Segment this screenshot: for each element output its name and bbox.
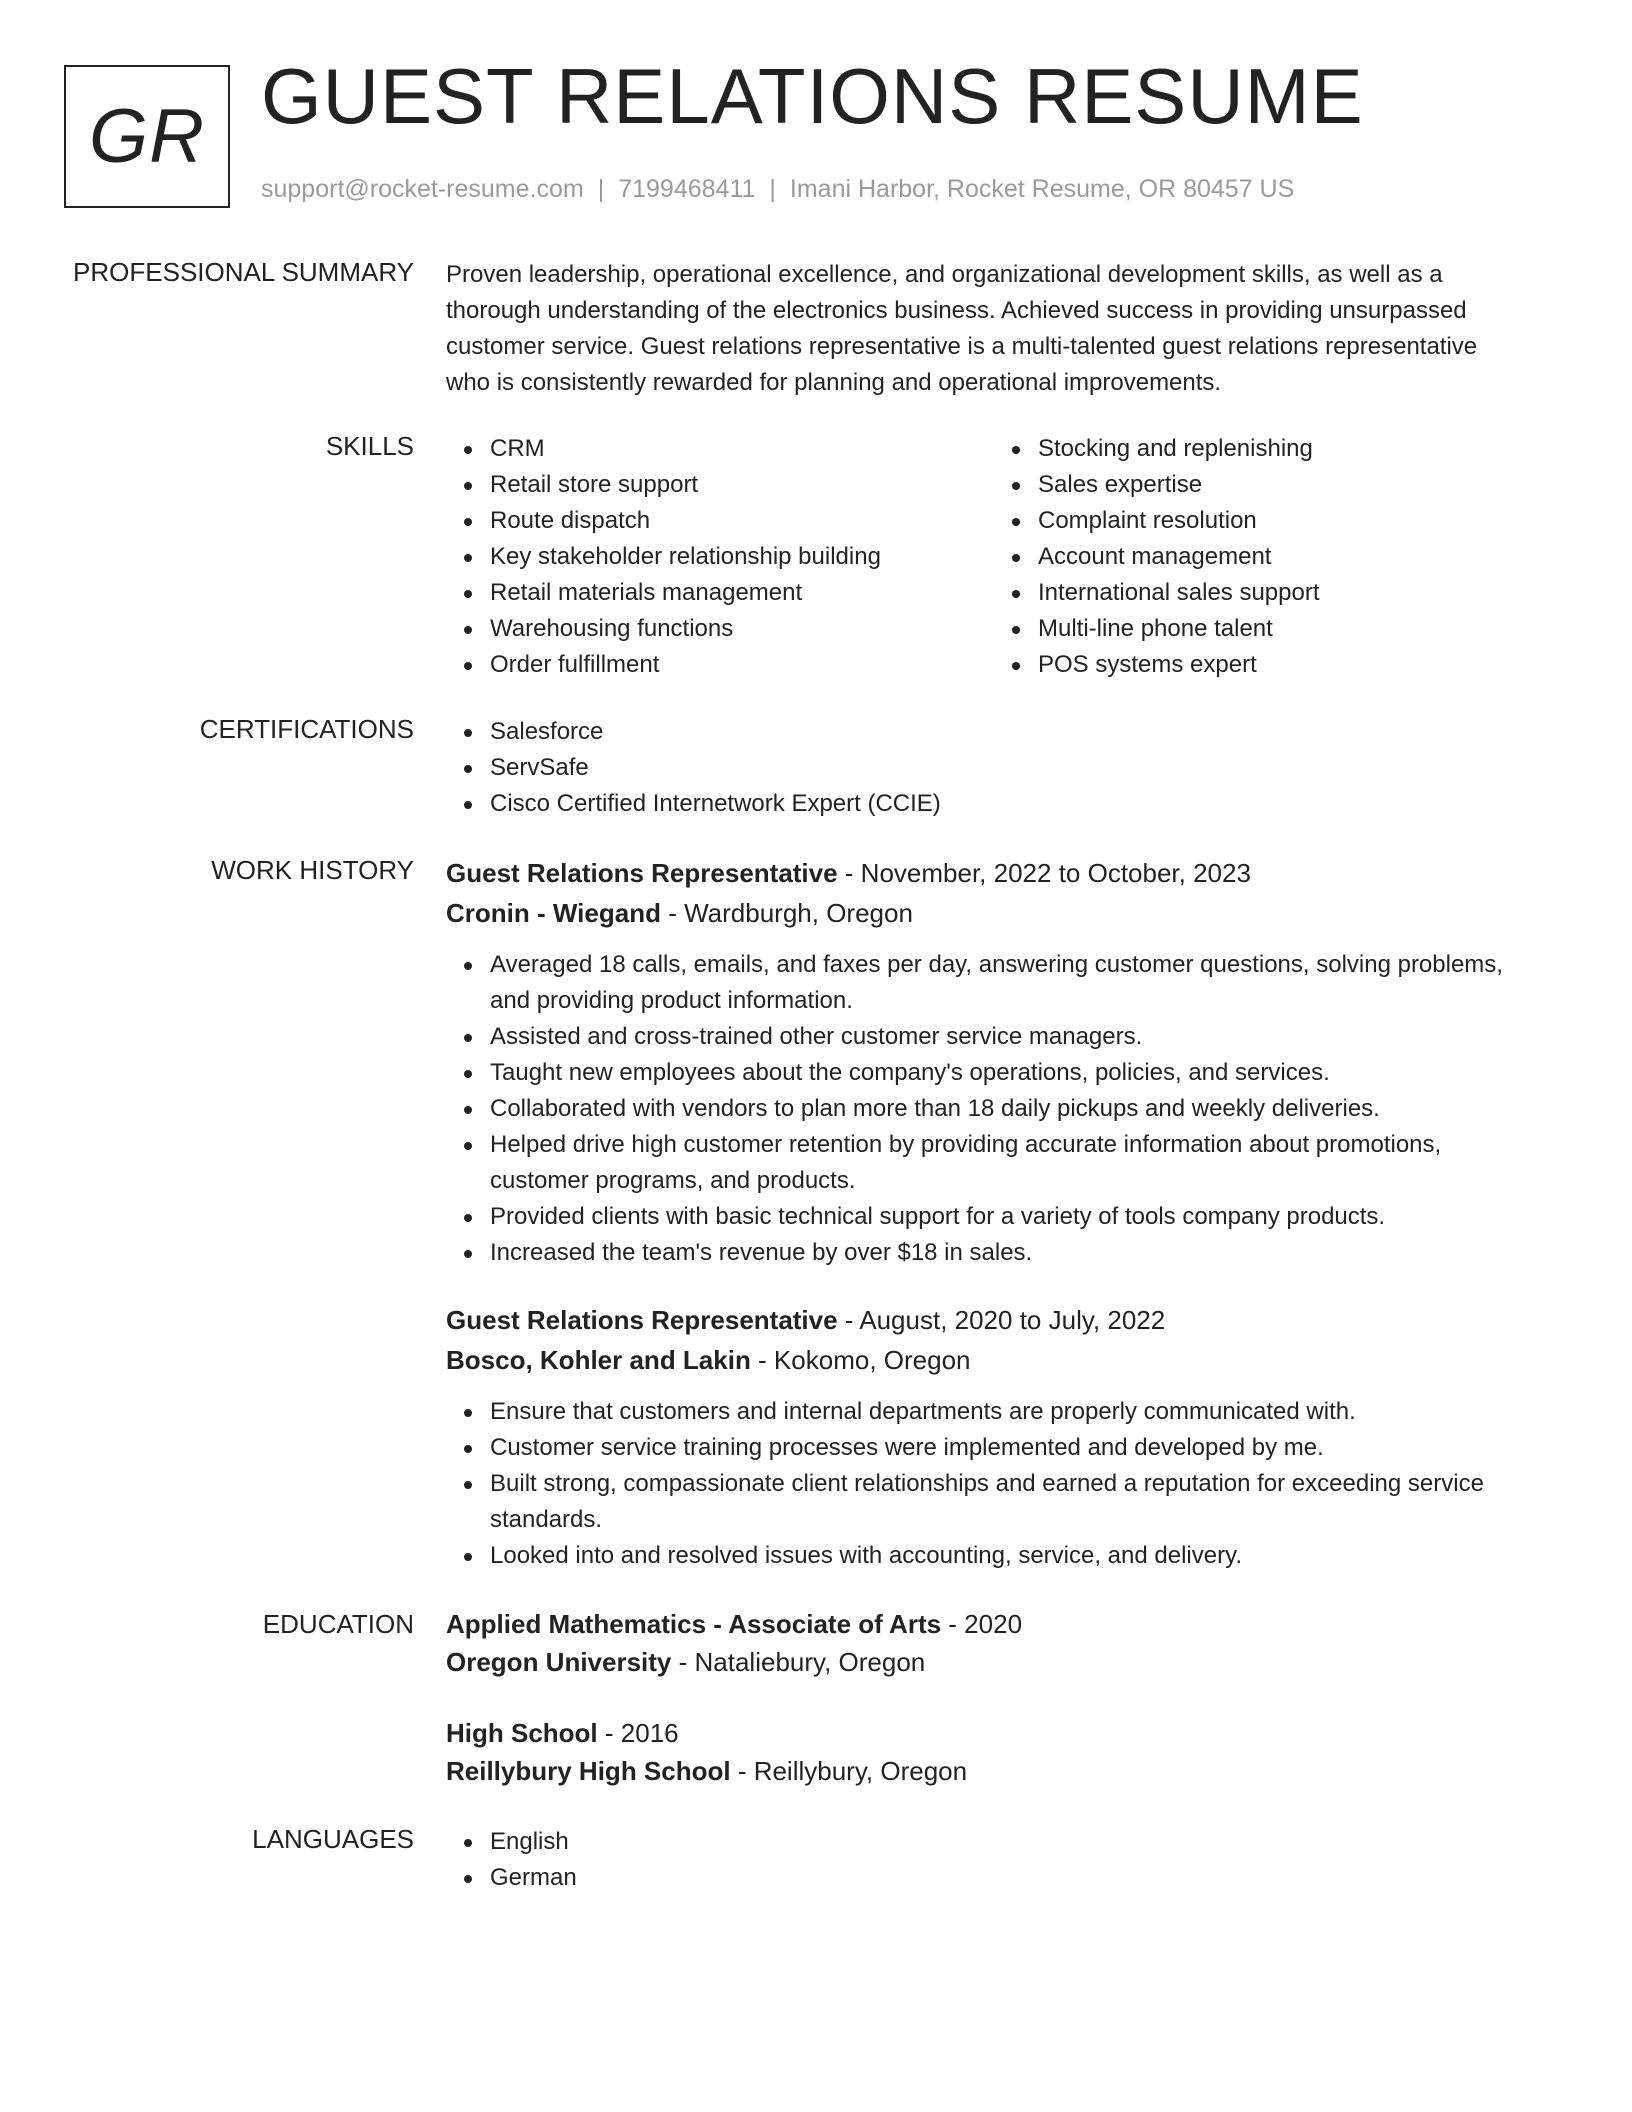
duty-item: Looked into and resolved issues with accounting, service, and delivery.	[446, 1538, 1546, 1574]
job-company-line	[446, 1340, 1546, 1380]
contact-separator: |	[769, 175, 776, 203]
education-school: Oregon University	[446, 1647, 672, 1677]
job-duties	[446, 947, 1546, 1271]
languages-heading: LANGUAGES	[252, 1824, 414, 1854]
skill-item: POS systems expert	[994, 647, 1542, 683]
education-school-line	[446, 1752, 1546, 1790]
contact-phone[interactable]: 7199468411	[618, 175, 756, 203]
skill-item: Multi-line phone talent	[994, 611, 1542, 647]
contact-separator: |	[597, 175, 605, 203]
job-title: Guest Relations Representative	[446, 858, 838, 888]
duty-item: Customer service training processes were implemented and developed by me.	[446, 1430, 1546, 1466]
duty-item: Increased the team's revenue by over $18 in sales.	[446, 1235, 1546, 1271]
work-history-heading: WORK HISTORY	[211, 855, 414, 885]
education-school-line	[446, 1643, 1546, 1681]
skills-column-left	[446, 431, 994, 683]
contact-line	[261, 175, 1294, 204]
job-entry	[446, 853, 1546, 1271]
duty-item: Collaborated with vendors to plan more than 18 daily pickups and weekly deliveries.	[446, 1091, 1546, 1127]
certifications-list	[446, 714, 1546, 822]
education-entry	[446, 1605, 1546, 1681]
education-location: - Reillybury, Oregon	[730, 1756, 968, 1786]
duty-item: Ensure that customers and internal departments are properly communicated with.	[446, 1394, 1546, 1430]
skill-item: Stocking and replenishing	[994, 431, 1542, 467]
education-degree-line	[446, 1714, 1546, 1752]
work-history-2	[446, 1300, 1546, 1574]
skills-column-right	[994, 431, 1542, 683]
skill-item: Account management	[994, 539, 1542, 575]
education-entry	[446, 1714, 1546, 1790]
summary-heading: PROFESSIONAL SUMMARY	[73, 257, 414, 287]
job-duties	[446, 1394, 1546, 1574]
languages-list	[446, 1824, 1546, 1896]
duty-item: Averaged 18 calls, emails, and faxes per day, answering customer questions, solving problems, and providing product information.	[446, 947, 1546, 1019]
work-history	[446, 853, 1546, 1271]
job-entry	[446, 1300, 1546, 1574]
education-year: - 2016	[597, 1718, 679, 1748]
education-heading: EDUCATION	[262, 1609, 414, 1639]
skill-item: CRM	[446, 431, 994, 467]
skill-item: Retail store support	[446, 467, 994, 503]
skill-item: Retail materials management	[446, 575, 994, 611]
job-title-line	[446, 1300, 1546, 1340]
job-title-line	[446, 853, 1546, 893]
initials-monogram: GR	[64, 65, 230, 208]
skill-item: Complaint resolution	[994, 503, 1542, 539]
job-company-line	[446, 893, 1546, 933]
duty-item: Taught new employees about the company's operations, policies, and services.	[446, 1055, 1546, 1091]
skill-item: Order fulfillment	[446, 647, 994, 683]
duty-item: Helped drive high customer retention by providing accurate information about promotions, customer programs, and products.	[446, 1127, 1546, 1199]
duty-item: Assisted and cross-trained other customer service managers.	[446, 1019, 1546, 1055]
job-location: - Kokomo, Oregon	[750, 1345, 971, 1375]
duty-item: Provided clients with basic technical support for a variety of tools company products.	[446, 1199, 1546, 1235]
skill-item: Sales expertise	[994, 467, 1542, 503]
certification-item: Salesforce	[446, 714, 1546, 750]
job-dates: - August, 2020 to July, 2022	[837, 1305, 1166, 1335]
job-location: - Wardburgh, Oregon	[660, 898, 913, 928]
education-school: Reillybury High School	[446, 1756, 731, 1786]
skills-heading: SKILLS	[325, 431, 414, 461]
skill-item: International sales support	[994, 575, 1542, 611]
language-item: German	[446, 1860, 1546, 1896]
education-degree: Applied Mathematics - Associate of Arts	[446, 1609, 942, 1639]
job-company: Cronin - Wiegand	[446, 898, 661, 928]
summary-text: Proven leadership, operational excellence, and organizational development skills, as well as a thorough understanding of the electronics business. Achieved success in providing unsurpassed customer service. Guest relations representative is a multi-talented guest relations representative who is consistently rewarded for planning and operational improvements.	[446, 261, 1478, 396]
education-location: - Nataliebury, Oregon	[671, 1647, 926, 1677]
contact-email[interactable]: support@rocket-resume.com	[261, 175, 584, 203]
certification-item: ServSafe	[446, 750, 1546, 786]
certifications-heading: CERTIFICATIONS	[199, 714, 414, 744]
skill-item: Warehousing functions	[446, 611, 994, 647]
language-item: English	[446, 1824, 1546, 1860]
duty-item: Built strong, compassionate client relationships and earned a reputation for exceeding service standards.	[446, 1466, 1546, 1538]
certification-item: Cisco Certified Internetwork Expert (CCIE)	[446, 786, 1546, 822]
job-dates: - November, 2022 to October, 2023	[837, 858, 1251, 888]
education-degree: High School	[446, 1718, 598, 1748]
resume-title: GUEST RELATIONS RESUME	[261, 52, 1364, 140]
skills-list	[446, 431, 1546, 683]
education-degree-line	[446, 1605, 1546, 1643]
education-year: - 2020	[941, 1609, 1023, 1639]
skill-item: Key stakeholder relationship building	[446, 539, 994, 575]
skill-item: Route dispatch	[446, 503, 994, 539]
job-title: Guest Relations Representative	[446, 1305, 838, 1335]
job-company: Bosco, Kohler and Lakin	[446, 1345, 751, 1375]
contact-address: Imani Harbor, Rocket Resume, OR 80457 US	[789, 175, 1295, 203]
